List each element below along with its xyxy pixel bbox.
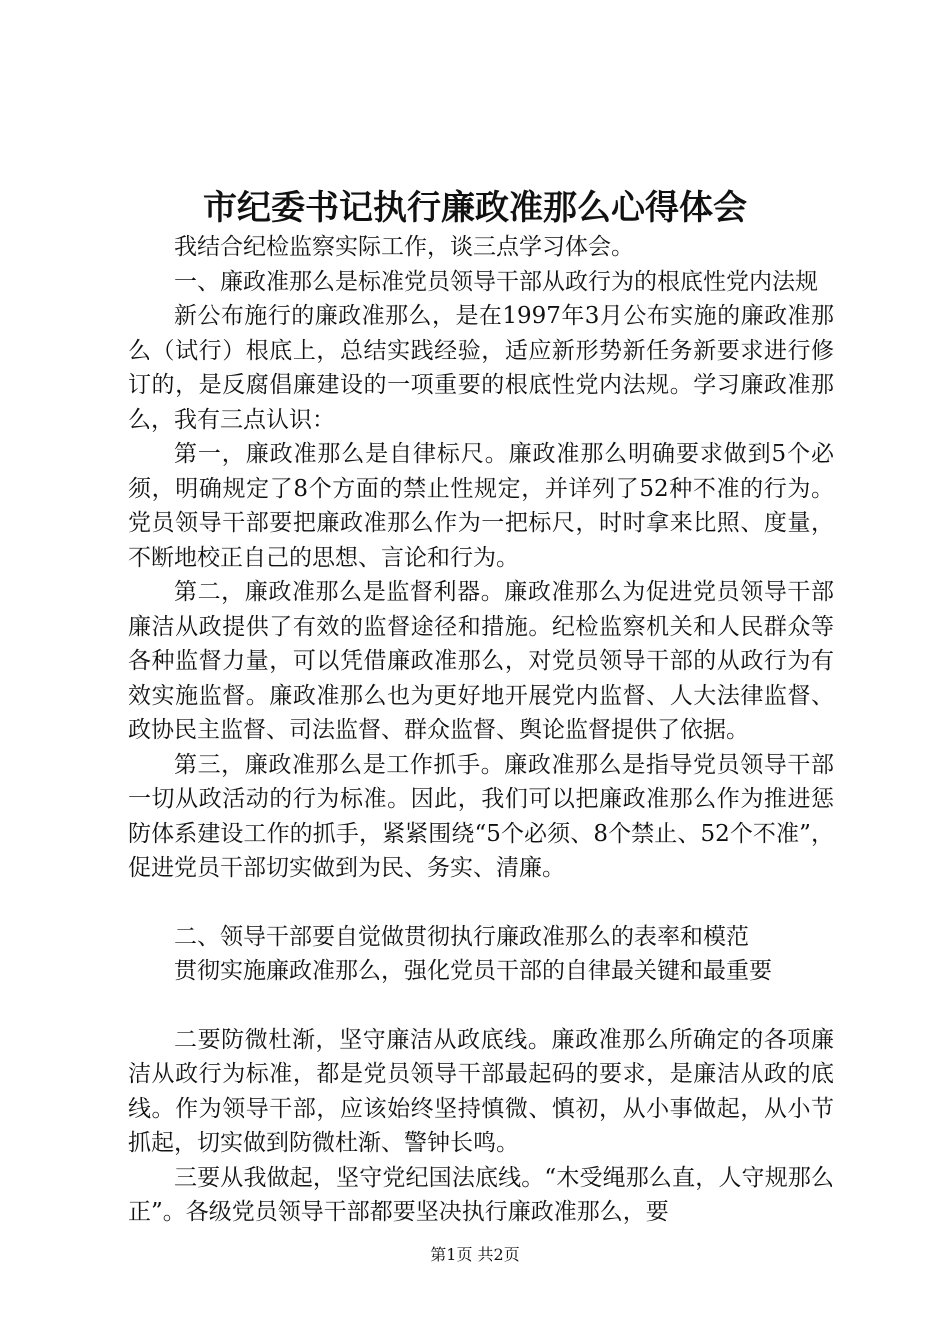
paragraph-point-3: 第三，廉政准那么是工作抓手。廉政准那么是指导党员领导干部一切从政活动的行为标准。因此，我们可以把廉政准那么作为推进惩防体系建设工作的抓手，紧紧围绕“5个必须、8个禁止、52个不准”，促进党员干部切实做到为民、务实、清廉。 [128,751,834,881]
section-heading-1: 一、廉政准那么是标准党员领导干部从政行为的根底性党内法规 [174,268,818,295]
paragraph-point-1: 第一，廉政准那么是自律标尺。廉政准那么明确要求做到5个必须，明确规定了8个方面的禁止性规定，并详列了52种不准的行为。党员领导干部要把廉政准那么作为一把标尺，时时拿来比照、度量，不断地校正自己的思想、言论和行为。 [128,441,834,571]
paragraph-gap [128,886,834,920]
document-title: 市纪委书记执行廉政准那么心得体会 [203,188,747,228]
page-number: 第1页 共2页 [430,1245,520,1264]
paragraph-key-point: 贯彻实施廉政准那么，强化党员干部的自律最关键和最重要 [174,958,772,984]
paragraph-point-2: 第二，廉政准那么是监督利器。廉政准那么为促进党员领导干部廉洁从政提供了有效的监督途径和措施。纪检监察机关和人民群众等各种监督力量，可以凭借廉政准那么，对党员领导干部的从政行为有效实施监督。廉政准那么也为更好地开展党内监督、人大法律监督、政协民主监督、司法监督、群众监督、舆论监督提供了依据。 [128,579,834,743]
paragraph-third-requirement: 三要从我做起，坚守党纪国法底线。“木受绳那么直，人守规那么正”。各级党员领导干部都要坚决执行廉政准那么，要 [128,1164,834,1225]
paragraph-intro: 我结合纪检监察实际工作，谈三点学习体会。 [174,234,634,260]
paragraph-gap [128,989,834,1023]
document-body [128,230,834,1230]
paragraph-second-requirement: 二要防微杜渐，坚守廉洁从政底线。廉政准那么所确定的各项廉洁从政行为标准，都是党员领导干部最起码的要求，是廉洁从政的底线。作为领导干部，应该始终坚持慎微、慎初，从小事做起，从小节抓起，切实做到防微杜渐、警钟长鸣。 [128,1026,834,1156]
section-heading-2: 二、领导干部要自觉做贯彻执行廉政准那么的表率和模范 [174,923,749,950]
paragraph-background: 新公布施行的廉政准那么，是在1997年3月公布实施的廉政准那么（试行）根底上，总结实践经验，适应新形势新任务新要求进行修订的，是反腐倡廉建设的一项重要的根底性党内法规。学习廉政准那么，我有三点认识： [128,303,834,433]
